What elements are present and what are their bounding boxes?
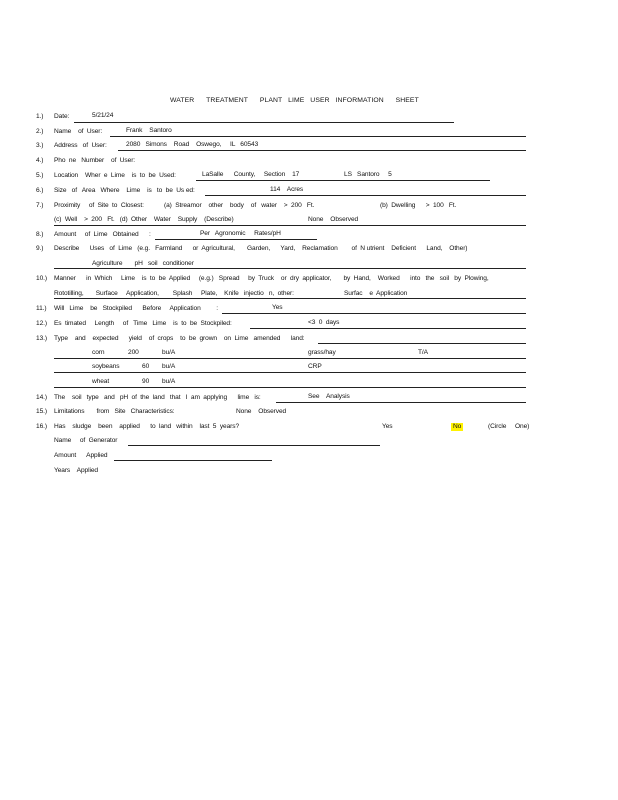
item-number: 1.) bbox=[36, 113, 44, 120]
location-value-2: LS Santoro 5 bbox=[344, 171, 392, 178]
crop-yield: 200 bbox=[128, 349, 139, 356]
item-number: 16.) bbox=[36, 423, 47, 430]
item-number: 13.) bbox=[36, 335, 47, 342]
location-value: LaSalle County, Section 17 bbox=[202, 171, 300, 178]
item-number: 3.) bbox=[36, 142, 44, 149]
crop-row-line bbox=[54, 372, 526, 373]
name-value: Frank Santoro bbox=[126, 127, 172, 134]
soil-label: The soil type and pH of the land that I am applying lime is: bbox=[54, 394, 261, 401]
crop-name: corn bbox=[92, 349, 105, 356]
amount-applied-line bbox=[114, 460, 272, 461]
item-number: 8.) bbox=[36, 231, 44, 238]
crops-line bbox=[318, 343, 526, 344]
area-value: 114 Acres bbox=[270, 186, 304, 193]
address-line bbox=[118, 150, 526, 151]
stockpile-label: Will Lime be Stockpiled Before Application : bbox=[54, 305, 218, 312]
proximity-line-1: (a) Streamor other body of water > 200 Ft. bbox=[164, 202, 315, 209]
uses-line bbox=[54, 268, 526, 269]
address-value: 2080 Simons Road Oswego, IL 60543 bbox=[126, 141, 259, 148]
time-value: <3 0 days bbox=[308, 319, 340, 326]
crop-yield: 60 bbox=[142, 363, 150, 370]
proximity-line-1b: (b) Dwelling > 100 Ft. bbox=[380, 202, 457, 209]
item-number: 11.) bbox=[36, 305, 47, 312]
phone-label: Pho ne Number of User: bbox=[54, 157, 136, 164]
generator-label: Name of Generator bbox=[54, 437, 118, 444]
location-line bbox=[196, 180, 490, 181]
circle-instruction: (Circle One) bbox=[488, 423, 530, 430]
crop-name-2: grass/hay bbox=[308, 349, 336, 356]
limitations-label: Limitations from Site Characteristics: bbox=[54, 408, 175, 415]
amount-line bbox=[155, 239, 317, 240]
area-label: Size of Area Where Lime is to be Us ed: bbox=[54, 187, 195, 194]
name-label: Name of User: bbox=[54, 128, 103, 135]
amount-label: Amount of Lime Obtained : bbox=[54, 231, 151, 238]
time-line bbox=[250, 328, 526, 329]
manner-label: Manner in Which Lime is to be Applied (e.g.) Spread by Truck or dry applicator, by Hand, Worked into the soil by Plowing, bbox=[54, 275, 489, 282]
item-number: 5.) bbox=[36, 172, 44, 179]
manner-value: Surfac e Application bbox=[344, 290, 408, 297]
crops-label: Type and expected yield of crops to be grown on Lime amended land: bbox=[54, 335, 305, 342]
name-line bbox=[110, 136, 526, 137]
manner-line-2: Rototilling, Surface Application, Splash Plate, Knife injectio n, other: bbox=[54, 290, 294, 297]
crop-name: soybeans bbox=[92, 363, 120, 370]
years-applied-label: Years Applied bbox=[54, 467, 98, 474]
time-label: Es timated Length of Time Lime is to be Stockpiled: bbox=[54, 320, 232, 327]
date-line bbox=[74, 122, 454, 123]
proximity-label: Proximity of Site to Closest: bbox=[54, 202, 144, 209]
location-label: Location Wher e Lime is to be Used: bbox=[54, 172, 176, 179]
crop-unit: bu/A bbox=[162, 378, 176, 385]
item-number: 7.) bbox=[36, 202, 44, 209]
amount-applied-label: Amount Applied bbox=[54, 452, 108, 459]
proximity-line bbox=[54, 225, 526, 226]
item-number: 6.) bbox=[36, 187, 44, 194]
proximity-line-2: (c) Well > 200 Ft. (d) Other Water Supply (Describe) bbox=[54, 216, 234, 223]
crop-unit: bu/A bbox=[162, 349, 176, 356]
crop-name: wheat bbox=[92, 378, 110, 385]
sludge-yes-option[interactable]: Yes bbox=[382, 423, 393, 430]
crop-unit: bu/A bbox=[162, 363, 176, 370]
crop-unit-2: T/A bbox=[418, 349, 428, 356]
proximity-value: None Observed bbox=[308, 216, 359, 223]
crop-row-line bbox=[54, 358, 526, 359]
crop-name-2: CRP bbox=[308, 363, 322, 370]
limitations-value: None Observed bbox=[236, 408, 287, 415]
item-number: 9.) bbox=[36, 245, 44, 252]
soil-value: See Analysis bbox=[308, 393, 350, 400]
date-value: 5/21/24 bbox=[92, 112, 114, 119]
amount-value: Per Agronomic Rates/pH bbox=[200, 230, 281, 237]
item-number: 12.) bbox=[36, 320, 47, 327]
item-number: 2.) bbox=[36, 128, 44, 135]
stockpile-line bbox=[222, 313, 526, 314]
sludge-label: Has sludge been applied to land within last 5 years? bbox=[54, 423, 240, 430]
stockpile-value: Yes bbox=[272, 304, 283, 311]
crop-yield: 90 bbox=[142, 378, 150, 385]
uses-value: Agriculture pH soil conditioner bbox=[92, 260, 194, 267]
address-label: Address of User: bbox=[54, 142, 107, 149]
item-number: 4.) bbox=[36, 157, 44, 164]
item-number: 14.) bbox=[36, 394, 47, 401]
generator-line bbox=[128, 445, 380, 446]
crop-row-line bbox=[54, 387, 526, 388]
soil-line bbox=[276, 402, 526, 403]
sludge-no-option[interactable]: No bbox=[453, 423, 462, 430]
item-number: 15.) bbox=[36, 408, 47, 415]
area-line bbox=[205, 195, 526, 196]
form-title: WATER TREATMENT PLANT LIME USER INFORMATION SHEET bbox=[170, 97, 419, 104]
item-number: 10.) bbox=[36, 275, 47, 282]
uses-label: Describe Uses of Lime (e.g. Farmland or Agricultural, Garden, Yard, Reclamation of N utrient Deficient Land, Other) bbox=[54, 245, 468, 252]
date-label: Date: bbox=[54, 113, 70, 120]
manner-line bbox=[54, 298, 526, 299]
